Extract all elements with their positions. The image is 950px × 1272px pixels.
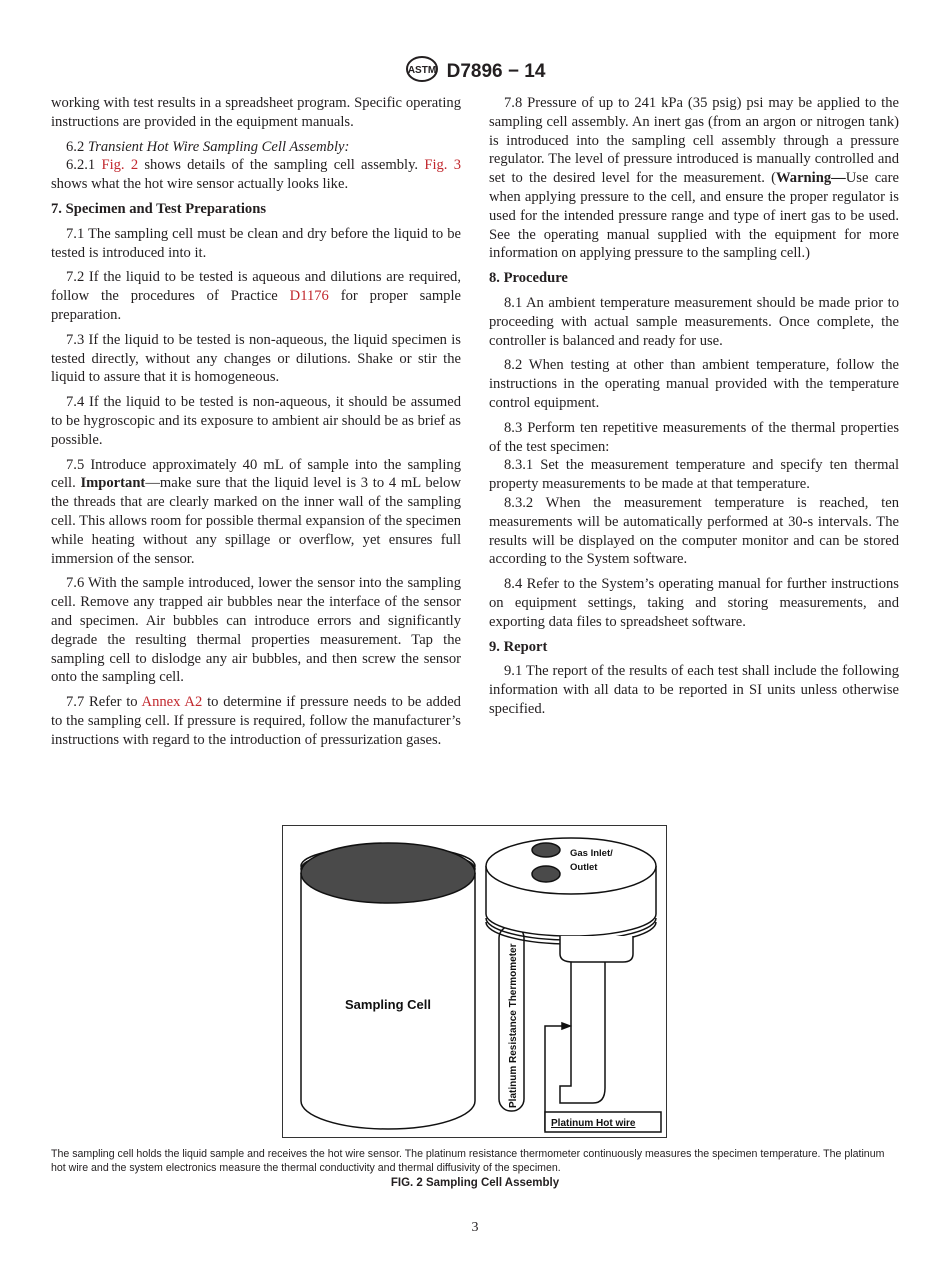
text-run: 8.3 Perform ten repetitive measurements of the thermal properties of the test specimen: — [489, 419, 899, 455]
text-run: 8.1 An ambient temperature measurement should be made prior to proceeding with actual sample measurements. Once complete, the controller is balanced and ready for use. — [489, 294, 899, 349]
paragraph — [51, 268, 461, 324]
paragraph — [489, 575, 899, 631]
text-run: to determine if pressure needs to be added to the sampling cell. If pressure is required, follow the manufacturer’s instructions with regard to the introduction of pressurization gases. — [51, 694, 461, 748]
paragraph — [51, 331, 461, 387]
page-number: 3 — [471, 1220, 479, 1235]
label-gas-inlet: Gas Inlet/ — [570, 848, 613, 859]
paragraph — [489, 94, 899, 263]
astm-logo — [405, 56, 439, 88]
label-hot-wire: Platinum Hot wire — [551, 1118, 636, 1129]
paragraph — [51, 94, 461, 132]
designation: D7896 − 14 — [446, 61, 546, 83]
cross-reference-link[interactable]: Fig. 3 — [424, 157, 461, 174]
paragraph — [51, 138, 461, 157]
text-run: 6.2 — [66, 138, 88, 155]
section-heading: 9. Report — [489, 638, 548, 655]
text-run: 7.6 With the sample introduced, lower the sensor into the sampling cell. Remove any trapped air bubbles near the interface of the sensor and specimen. Air bubbles can introduce errors and significantly degrade the resulting thermal properties measurement. Tap the sampling cell to dislodge any air bubbles, and then screw the sensor onto the sampling cell. — [51, 575, 461, 686]
label-gas-outlet: Outlet — [570, 862, 598, 873]
text-run: Important — [80, 475, 146, 492]
text-run: 7.4 If the liquid to be tested is non-aqueous, it should be assumed to be hygroscopic and its exposure to ambient air should be as brief as possible. — [51, 394, 461, 448]
figure-title: FIG. 2 Sampling Cell Assembly — [390, 1177, 560, 1189]
sensor-drawing — [486, 838, 661, 1132]
label-thermometer: Platinum Resistance Thermometer — [508, 943, 519, 1108]
section-heading: 7. Specimen and Test Preparations — [51, 200, 267, 217]
text-run: 6.2.1 — [66, 157, 102, 174]
text-run: working with test results in a spreadsheet program. Specific operating instructions are provided in the equipment manuals. — [51, 95, 461, 130]
section-heading: 8. Procedure — [489, 270, 568, 287]
left-column — [51, 94, 461, 756]
text-run: 7.2 If the liquid to be tested is aqueous and dilutions are required, follow the procedures of Practice — [51, 269, 461, 305]
text-run: 7.7 Refer to — [66, 694, 142, 711]
text-run: 7.8 Pressure of up to 241 kPa (35 psig) psi may be applied to the sampling cell assembly. An inert gas (from an argon or nitrogen tank) is introduced into the sampling cell assembly through a pressure regulator. The level of pressure introduced is manually controlled and set to the desired level for the measurement. ( — [489, 95, 899, 187]
text-run: 7.3 If the liquid to be tested is non-aqueous, the liquid specimen is tested directly, without any changes or dilutions. Shake or stir the liquid to assure that it is homogeneous. — [51, 331, 461, 386]
paragraph — [489, 456, 899, 494]
paragraph — [489, 356, 899, 412]
cross-reference-link[interactable]: D1176 — [289, 288, 329, 305]
text-run: 7.5 Introduce approximately 40 mL of sample into the sampling cell. — [51, 456, 461, 492]
text-run: shows what the hot wire sensor actually looks like. — [51, 176, 349, 193]
right-column — [489, 94, 899, 725]
text-run: Use care when applying pressure to the cell, and ensure the proper regulator is used for the intended pressure range and type of inert gas to be used. See the operating manual supplied with the equipment for more information on applying pressure to the sampling cell.) — [489, 170, 899, 262]
cross-reference-link[interactable]: Fig. 2 — [101, 157, 139, 174]
text-run: 8.4 Refer to the System’s operating manual for further instructions on equipment settings, taking and storing measurements, and exporting data files to spreadsheet software. — [489, 576, 899, 630]
label-sampling-cell: Sampling Cell — [345, 997, 431, 1012]
paragraph — [51, 393, 461, 449]
text-run: 8.2 When testing at other than ambient temperature, follow the instructions in the operating manual provided with the temperature control equipment. — [489, 357, 899, 411]
paragraph — [489, 494, 899, 569]
figure-caption: The sampling cell holds the liquid sample and receives the hot wire sensor. The platinum resistance thermometer continuously measures the specimen temperature. The platinum hot wire and the system electronics measure the thermal conductivity and thermal diffusivity of the specimen. — [51, 1148, 885, 1174]
text-run: shows details of the sampling cell assembly. — [138, 157, 425, 174]
paragraph — [489, 662, 899, 718]
text-run: Warning— — [776, 170, 846, 187]
paragraph — [51, 225, 461, 263]
text-run: for proper sample preparation. — [51, 288, 462, 323]
page-header — [0, 56, 950, 88]
paragraph — [489, 419, 899, 457]
svg-text:ASTM: ASTM — [407, 65, 436, 76]
paragraph — [51, 456, 461, 569]
paragraph — [489, 294, 899, 350]
paragraph — [51, 574, 461, 687]
paragraph — [51, 693, 461, 749]
paragraph — [51, 156, 461, 194]
sampling-cell-drawing — [301, 843, 475, 1129]
text-run: 8.3.1 Set the measurement temperature and specify ten thermal property measurements to be made at that temperature. — [489, 457, 899, 493]
text-run: 9.1 The report of the results of each test shall include the following information with all data to be reported in SI units unless otherwise specified. — [489, 663, 899, 717]
cross-reference-link[interactable]: Annex A2 — [141, 694, 203, 711]
text-run: 7.1 The sampling cell must be clean and dry before the liquid to be tested is introduced into it. — [51, 225, 461, 261]
text-run: Transient Hot Wire Sampling Cell Assembly: — [87, 138, 350, 155]
text-run: —make sure that the liquid level is 3 to 4 mL below the threads that are clearly marked on the inner wall of the sampling cell. This allows room for possible thermal expansion of the specimen while heating without any spillage or overflow, yet ensures full immersion of the sensor. — [51, 475, 461, 567]
figure-sampling-cell-assembly — [282, 825, 667, 1138]
text-run: 8.3.2 When the measurement temperature is reached, ten measurements will be automatically performed at 30-s intervals. The results will be displayed on the computer monitor and can be stored according to the System software. — [489, 494, 899, 568]
